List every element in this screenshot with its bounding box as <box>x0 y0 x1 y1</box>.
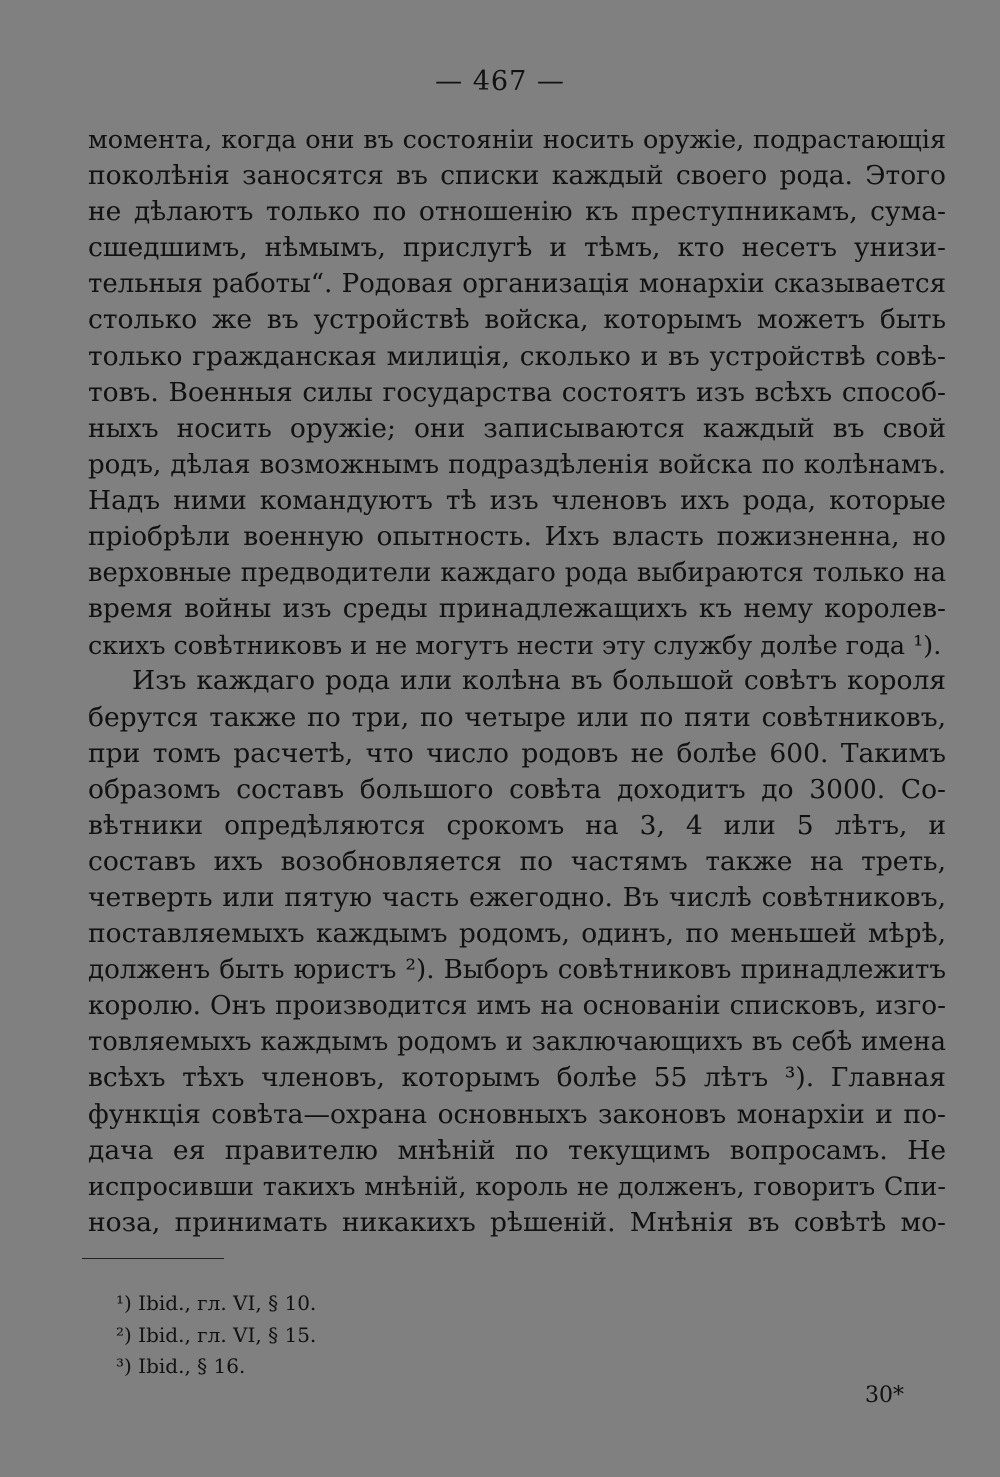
body-line: Изъ каждаго рода или колѣна въ большой совѣтъ короля <box>132 665 946 697</box>
signature-mark: 30* <box>865 1383 904 1408</box>
body-line: при томъ расчетѣ, что число родовъ не болѣе 600. Такимъ <box>88 737 946 769</box>
body-line: дача ея правителю мнѣній по текущимъ вопросамъ. Не <box>88 1134 946 1166</box>
body-text <box>88 122 946 1241</box>
footnote-2: ²) Ibid., гл. VI, § 15. <box>116 1322 317 1347</box>
footnote-3: ³) Ibid., § 16. <box>116 1354 246 1378</box>
body-line: скихъ совѣтниковъ и не могутъ нести эту службу долѣе года ¹). <box>88 630 942 661</box>
body-line: составъ ихъ возобновляется по частямъ также на треть, <box>88 845 946 877</box>
footnote-separator <box>82 1258 224 1259</box>
body-line: тельныя работы“. Родовая организація монархіи сказывается <box>88 269 946 300</box>
body-line: время войны изъ среды принадлежащихъ къ нему королев- <box>88 593 946 625</box>
body-line: пріобрѣли военную опытность. Ихъ власть пожизненна, но <box>88 521 946 553</box>
body-line: поставляемыхъ каждымъ родомъ, одинъ, по меньшей мѣрѣ, <box>88 918 946 950</box>
body-line: испросивши такихъ мнѣній, король не долженъ, говоритъ Спи- <box>88 1171 946 1202</box>
body-line: четверть или пятую часть ежегодно. Въ числѣ совѣтниковъ, <box>88 881 946 913</box>
body-line: поколѣнія заносятся въ списки каждый своего рода. Этого <box>88 160 946 192</box>
body-line: верховные предводители каждаго рода выбираются только на <box>88 558 946 589</box>
body-line: товъ. Военныя силы государства состоятъ изъ всѣхъ способ- <box>88 376 946 408</box>
footnote-1: ¹) Ibid., гл. VI, § 10. <box>116 1291 317 1315</box>
body-line: Надъ ними командуютъ тѣ изъ членовъ ихъ рода, которые <box>88 484 946 516</box>
body-line: столько же въ устройствѣ войска, которымъ можетъ быть <box>88 304 946 336</box>
body-line: ныхъ носить оружіе; они записываются каждый въ свой <box>88 412 946 444</box>
body-line: только гражданская милиція, сколько и въ устройствѣ совѣ- <box>88 340 946 372</box>
body-line: всѣхъ тѣхъ членовъ, которымъ болѣе 55 лѣтъ ³). Главная <box>88 1062 946 1094</box>
body-line: родъ, дѣлая возможнымъ подраздѣленія войска по колѣнамъ. <box>88 449 946 480</box>
body-line: долженъ быть юристъ ²). Выборъ совѣтниковъ принадлежитъ <box>88 955 946 986</box>
body-line: образомъ составъ большого совѣта доходитъ до 3000. Со- <box>88 773 946 805</box>
body-line: товляемыхъ каждымъ родомъ и заключающихъ въ себѣ имена <box>88 1027 946 1058</box>
body-line: ноза, принимать никакихъ рѣшеній. Мнѣнія въ совѣтѣ мо- <box>88 1206 946 1238</box>
body-line: вѣтники опредѣляются срокомъ на 3, 4 или 5 лѣтъ, и <box>88 809 946 841</box>
body-line: функція совѣта—охрана основныхъ законовъ монархіи и по- <box>88 1098 946 1130</box>
footnotes <box>116 1288 316 1383</box>
body-line: берутся также по три, по четыре или по пяти совѣтниковъ, <box>88 701 946 733</box>
body-line: момента, когда они въ состояніи носить оружіе, подрастающія <box>88 125 946 155</box>
body-line: сшедшимъ, нѣмымъ, прислугѣ и тѣмъ, кто несетъ унизи- <box>88 232 946 264</box>
body-line: не дѣлаютъ только по отношенію къ преступникамъ, сума- <box>88 196 946 228</box>
page-number: — 467 — <box>435 66 565 97</box>
body-line: королю. Онъ производится имъ на основаніи списковъ, изго- <box>88 991 946 1022</box>
